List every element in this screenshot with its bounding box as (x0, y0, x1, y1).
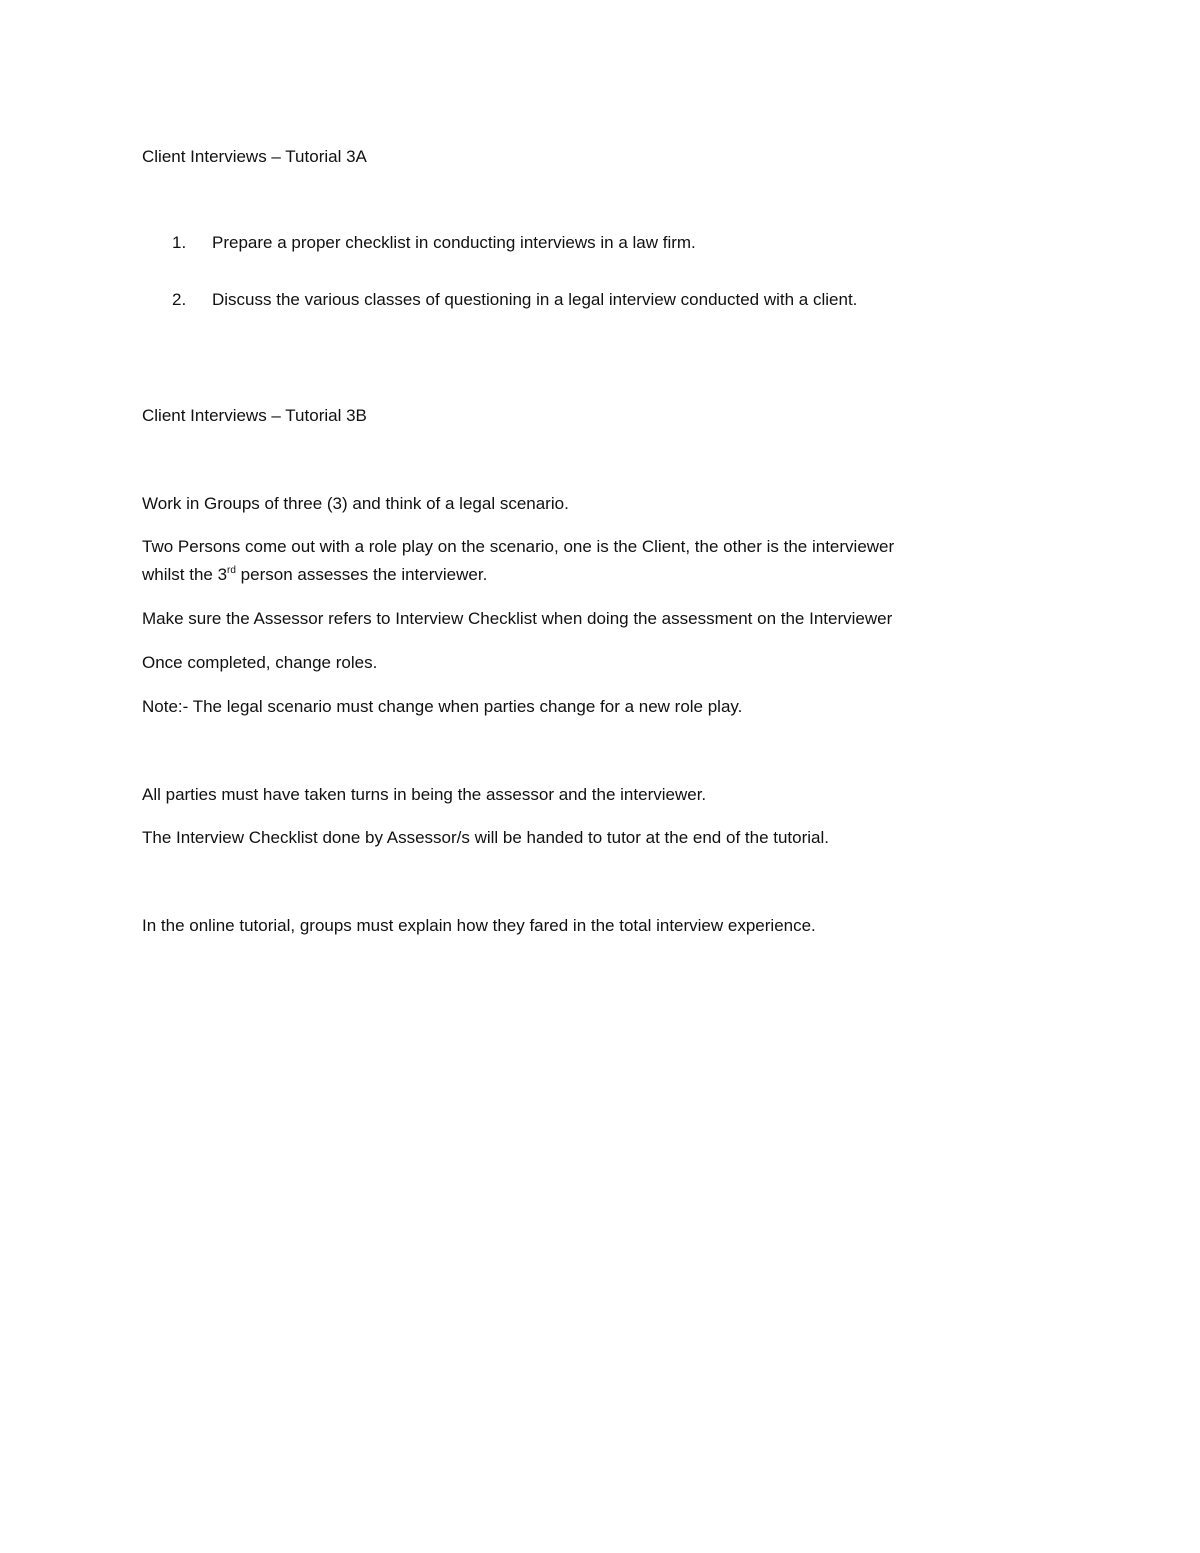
list-item (172, 286, 857, 314)
list-number: 1. (172, 233, 187, 252)
paragraph-checklist-handin: The Interview Checklist done by Assessor/s will be handed to tutor at the end of the tutorial. (142, 828, 829, 847)
tutorial-3a-heading: Client Interviews – Tutorial 3A (142, 147, 367, 166)
paragraph-all-parties: All parties must have taken turns in being the assessor and the interviewer. (142, 785, 707, 804)
list-item (172, 229, 696, 257)
paragraph-role-play-line-2 (142, 561, 487, 589)
paragraph-online-tutorial: In the online tutorial, groups must explain how they fared in the total interview experience. (142, 916, 816, 935)
list-number: 2. (172, 290, 187, 309)
paragraph-groups: Work in Groups of three (3) and think of a legal scenario. (142, 494, 569, 513)
role-play-text-after: person assesses the interviewer. (235, 565, 488, 584)
paragraph-note: Note:- The legal scenario must change when parties change for a new role play. (142, 697, 743, 716)
tutorial-3b-heading: Client Interviews – Tutorial 3B (142, 406, 367, 425)
paragraph-assessor: Make sure the Assessor refers to Interview Checklist when doing the assessment on the Interviewer (142, 609, 893, 628)
role-play-text-before: whilst the 3 (142, 565, 228, 584)
list-text: Discuss the various classes of questioning in a legal interview conducted with a client. (212, 290, 858, 309)
paragraph-change-roles: Once completed, change roles. (142, 653, 378, 672)
ordinal-superscript: rd (227, 565, 236, 576)
list-text: Prepare a proper checklist in conducting interviews in a law firm. (212, 233, 696, 252)
paragraph-role-play-line-1: Two Persons come out with a role play on the scenario, one is the Client, the other is the interviewer (142, 537, 895, 556)
